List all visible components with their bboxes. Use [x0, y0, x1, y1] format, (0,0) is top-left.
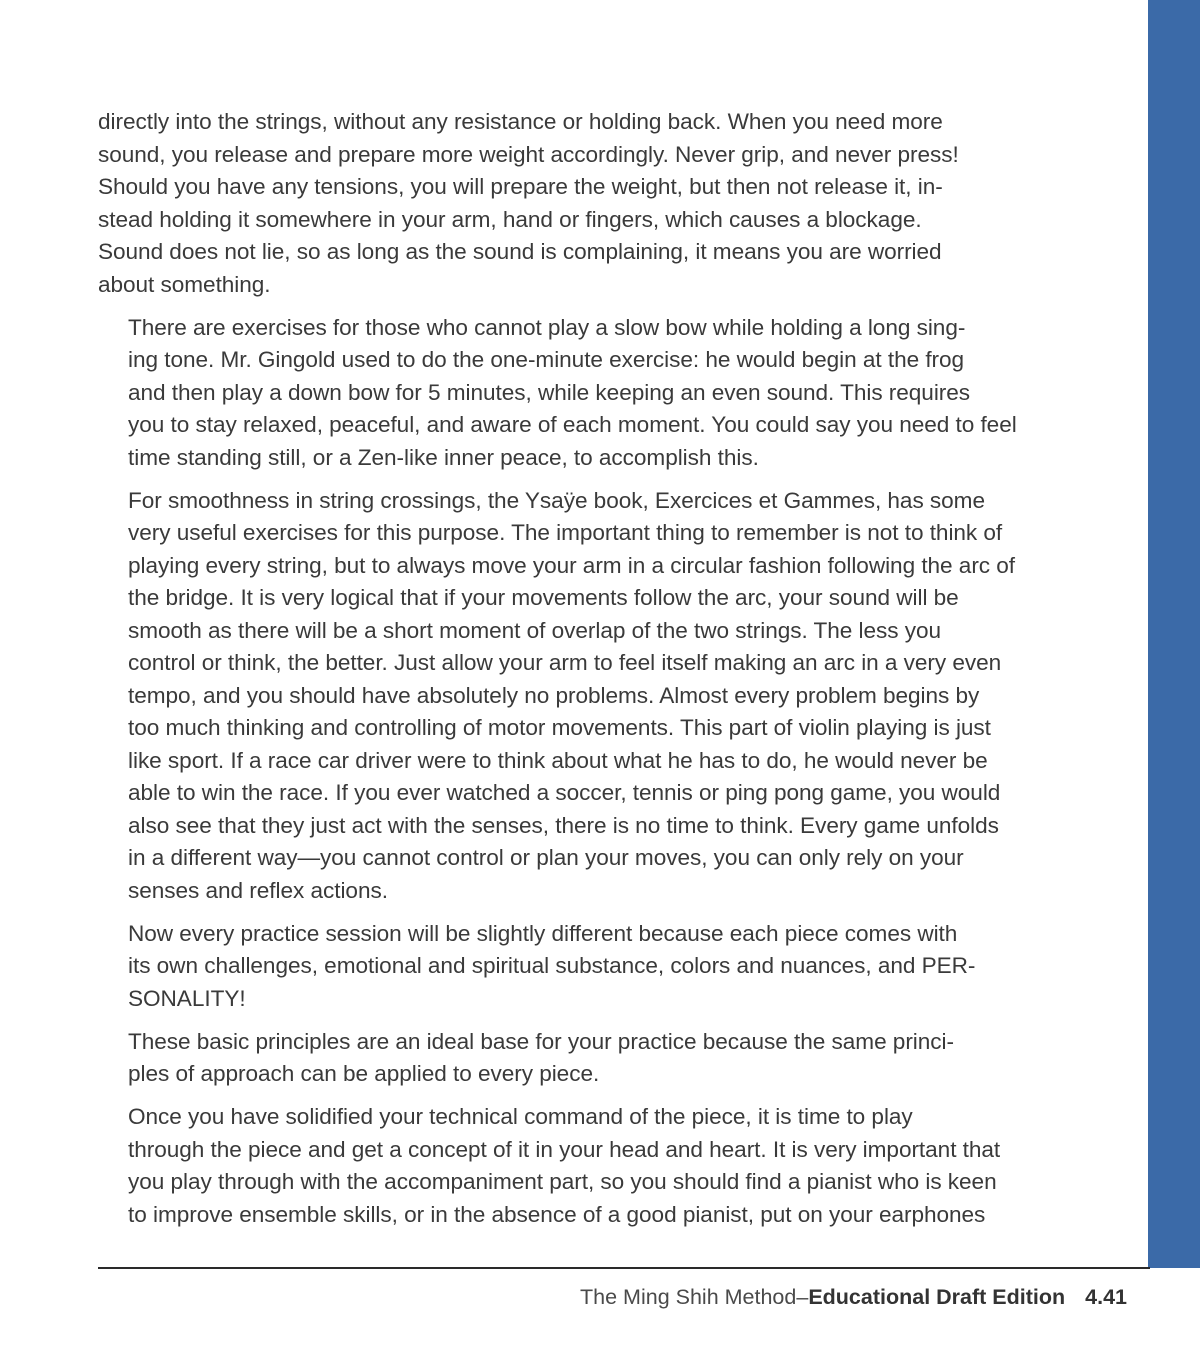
text-line: through the piece and get a concept of it in your head and heart. It is very important that: [128, 1136, 1001, 1162]
text-line: to improve ensemble skills, or in the absence of a good pianist, put on your earphones: [128, 1201, 986, 1227]
paragraph: [98, 918, 1050, 1016]
text-line: and then play a down bow for 5 minutes, while keeping an even sound. This requires: [128, 379, 971, 405]
text-line: its own challenges, emotional and spiritual substance, colors and nuances, and PER-: [128, 953, 976, 978]
text-line: senses and reflex actions.: [128, 877, 388, 903]
side-color-bar: [1148, 0, 1200, 1268]
paragraph: [98, 312, 1050, 475]
footer-divider: [98, 1267, 1150, 1269]
text-line: There are exercises for those who cannot play a slow bow while holding a long sing-: [128, 314, 966, 340]
page-number: 4.41: [1085, 1285, 1127, 1309]
text-line: stead holding it somewhere in your arm, hand or fingers, which causes a blockage.: [98, 206, 922, 232]
text-line: Should you have any tensions, you will prepare the weight, but then not release it, in-: [98, 174, 943, 199]
text-line: Now every practice session will be slightly different because each piece comes with: [128, 920, 958, 946]
text-line: Once you have solidified your technical command of the piece, it is time to play: [128, 1104, 913, 1129]
text-line: in a different way—you cannot control or plan your moves, you can only rely on your: [128, 845, 964, 870]
text-line: very useful exercises for this purpose. The important thing to remember is not to think of: [128, 520, 1003, 545]
text-line: control or think, the better. Just allow your arm to feel itself making an arc in a very even: [128, 650, 1002, 675]
text-line: directly into the strings, without any resistance or holding back. When you need more: [98, 109, 943, 134]
text-line: For smoothness in string crossings, the Ysaÿe book, Exercices et Gammes, has some: [128, 487, 985, 513]
text-line: ples of approach can be applied to every piece.: [128, 1061, 600, 1086]
text-line: ing tone. Mr. Gingold used to do the one-minute exercise: he would begin at the frog: [128, 347, 965, 372]
text-line: about something.: [98, 271, 271, 297]
paragraph: [98, 485, 1050, 908]
paragraph: [98, 106, 1050, 301]
text-line: the bridge. It is very logical that if your movements follow the arc, your sound will be: [128, 585, 959, 610]
body-text: [98, 106, 1050, 1242]
text-line: you play through with the accompaniment part, so you should find a pianist who is keen: [128, 1169, 997, 1194]
text-line: tempo, and you should have absolutely no problems. Almost every problem begins by: [128, 682, 980, 708]
book-title: The Ming Shih Method–: [580, 1285, 809, 1309]
edition-label: Educational Draft Edition: [808, 1285, 1066, 1309]
text-line: like sport. If a race car driver were to think about what he has to do, he would never be: [128, 747, 988, 773]
text-line: playing every string, but to always move your arm in a circular fashion following the arc of: [128, 552, 1016, 578]
paragraph: [98, 1101, 1050, 1231]
text-line: time standing still, or a Zen-like inner peace, to accomplish this.: [128, 444, 759, 470]
text-line: too much thinking and controlling of motor movements. This part of violin playing is just: [128, 715, 991, 740]
page-footer: [580, 1282, 1127, 1312]
text-line: These basic principles are an ideal base for your practice because the same princi-: [128, 1028, 954, 1054]
text-line: you to stay relaxed, peaceful, and aware of each moment. You could say you need to feel: [128, 412, 1017, 437]
text-line: also see that they just act with the senses, there is no time to think. Every game unfolds: [128, 812, 999, 838]
text-line: SONALITY!: [128, 985, 246, 1011]
text-line: Sound does not lie, so as long as the sound is complaining, it means you are worried: [98, 239, 942, 264]
text-line: able to win the race. If you ever watched a soccer, tennis or ping pong game, you would: [128, 780, 1001, 805]
paragraph: [98, 1026, 1050, 1091]
text-line: smooth as there will be a short moment of overlap of the two strings. The less you: [128, 617, 942, 643]
text-line: sound, you release and prepare more weight accordingly. Never grip, and never press!: [98, 141, 959, 167]
